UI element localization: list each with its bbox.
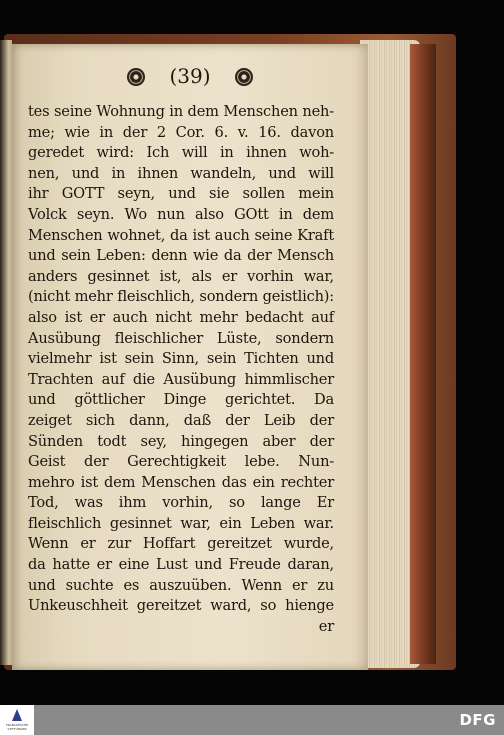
ornament-icon bbox=[235, 68, 253, 86]
text-line: Trachten auf die Ausübung himmlischer bbox=[28, 370, 334, 388]
text-line: da hatte er eine Lust und Freude daran, bbox=[28, 556, 334, 574]
text-line: Geist der Gerechtigkeit lebe. Nun- bbox=[28, 453, 334, 471]
text-line: mehro ist dem Menschen das ein rechter bbox=[28, 473, 334, 491]
book-page bbox=[12, 44, 368, 670]
text-line: anders gesinnet ist, als er vorhin war, bbox=[28, 267, 334, 285]
text-line: Menschen wohnet, da ist auch seine Kraft bbox=[28, 226, 334, 244]
facing-page-edge bbox=[0, 40, 12, 665]
text-line: Volck seyn. Wo nun also GOtt in dem bbox=[28, 205, 334, 223]
text-line: und suchte es auszuüben. Wenn er zu bbox=[28, 576, 334, 594]
catchword: er bbox=[318, 617, 334, 635]
text-line: vielmehr ist sein Sinn, sein Tichten und bbox=[28, 350, 334, 368]
text-line: me; wie in der 2 Cor. 6. v. 16. davon bbox=[28, 123, 334, 141]
footer-bar bbox=[0, 705, 504, 735]
text-line: (nicht mehr fleischlich, sondern geistlich): bbox=[28, 288, 334, 306]
text-line: tes seine Wohnung in dem Menschen neh- bbox=[28, 103, 334, 120]
text-line: fleischlich gesinnet war, ein Leben war. bbox=[28, 514, 334, 532]
text-line: Unkeuschheit gereitzet ward, so hienge bbox=[28, 597, 334, 615]
text-line: Ausübung fleischlicher Lüste, sondern bbox=[28, 329, 334, 347]
ornament-icon bbox=[127, 68, 145, 86]
text-line: und sein Leben: denn wie da der Mensch bbox=[28, 247, 334, 265]
text-line: Tod, was ihm vorhin, so lange Er bbox=[28, 494, 334, 512]
cover-edge bbox=[410, 44, 436, 664]
page-text bbox=[28, 102, 334, 637]
text-line: nen, und in ihnen wandeln, und will bbox=[28, 164, 334, 182]
text-line: zeiget sich dann, daß der Leib der bbox=[28, 411, 334, 429]
page-header bbox=[12, 64, 368, 88]
text-line: ihr GOTT seyn, und sie sollen mein bbox=[28, 185, 334, 203]
text-line: also ist er auch nicht mehr bedacht auf bbox=[28, 308, 334, 326]
logo-mark-icon bbox=[12, 709, 22, 721]
dfg-logo[interactable]: DFG bbox=[459, 711, 496, 729]
text-line: Wenn er zur Hoffart gereitzet wurde, bbox=[28, 535, 334, 553]
logo-caption: FRANCKESCHE STIFTUNGEN bbox=[5, 723, 29, 731]
text-line: und göttlicher Dinge gerichtet. Da bbox=[28, 391, 334, 409]
institution-logo[interactable] bbox=[0, 705, 34, 735]
text-line: Sünden todt sey, hingegen aber der bbox=[28, 432, 334, 450]
page-number: (39) bbox=[169, 64, 211, 88]
text-line: geredet wird: Ich will in ihnen woh- bbox=[28, 144, 334, 162]
